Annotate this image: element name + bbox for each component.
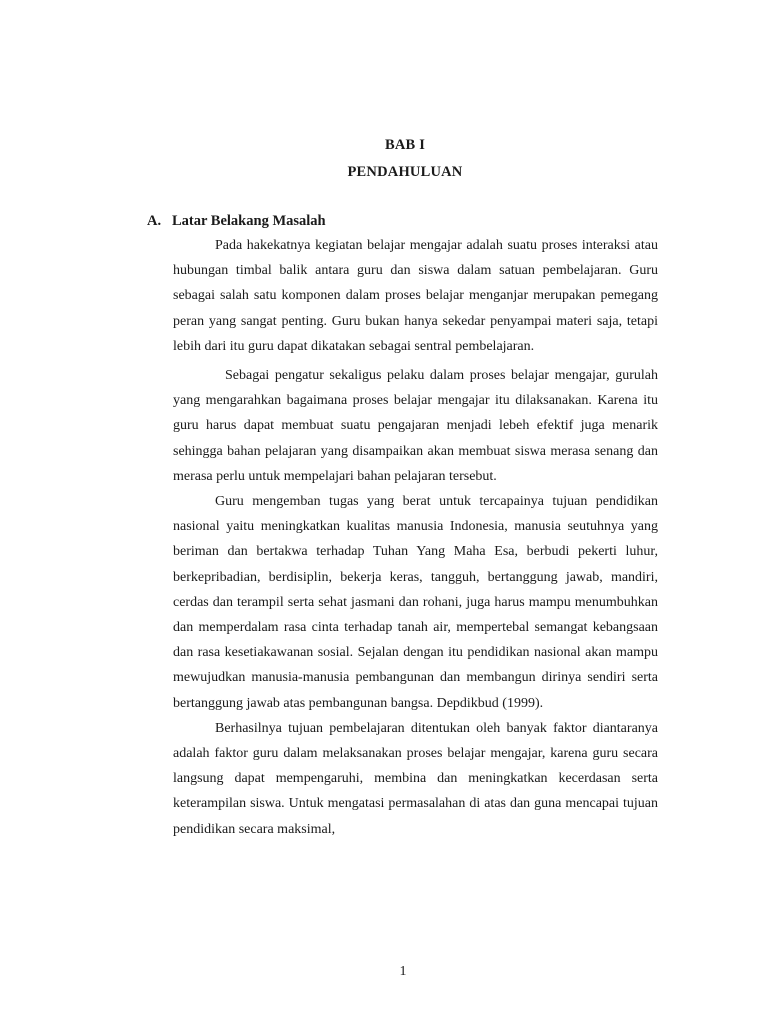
section-title: Latar Belakang Masalah bbox=[172, 213, 326, 229]
paragraph: Sebagai pengatur sekaligus pelaku dalam proses belajar mengajar, gurulah yang mengarahkan bagaimana proses belajar mengajar itu dilaksanakan. Karena itu guru harus dapat membuat suatu pengajaran menjadi lebeh efektif juga menarik sehingga bahan pelajaran yang disampaikan akan membuat siswa merasa senang dan merasa perlu untuk mempelajari bahan pelajaran tersebut. bbox=[173, 368, 658, 484]
page-number: 1 bbox=[399, 964, 407, 979]
section-letter: A. bbox=[147, 213, 162, 229]
paragraph: Guru mengemban tugas yang berat untuk tercapainya tujuan pendidikan nasional yaitu meningkatkan kualitas manusia Indonesia, manusia seutuhnya yang beriman dan bertakwa terhadap Tuhan Yang Maha Esa, berbudi pekerti luhur, berkepribadian, berdisiplin, bekerja keras, tangguh, bertanggung jawab, mandiri, cerdas dan terampil serta sehat jasmani dan rohani, juga harus mampu menumbuhkan dan memperdalam rasa cinta terhadap tanah air, mempertebal semangat kebangsaan dan rasa kesetiakawanan sosial. Sejalan dengan itu pendidikan nasional akan mampu mewujudkan manusia-manusia pembangunan dan membangun dirinya sendiri serta bertanggung jawab atas pembangunan bangsa. Depdikbud (1999). bbox=[173, 494, 658, 711]
paragraph: Pada hakekatnya kegiatan belajar mengajar adalah suatu proses interaksi atau hubungan timbal balik antara guru dan siswa dalam satuan pembelajaran. Guru sebagai salah satu komponen dalam proses belajar menganjar merupakan pemegang peran yang sangat penting. Guru bukan hanya sekedar penyampai materi saja, tetapi lebih dari itu guru dapat dikatakan sebagai sentral pembelajaran. bbox=[173, 238, 658, 354]
body-text bbox=[173, 233, 658, 842]
chapter-title: PENDAHULUAN bbox=[347, 164, 463, 180]
section-heading bbox=[147, 213, 326, 230]
paragraph: Berhasilnya tujuan pembelajaran ditentukan oleh banyak faktor diantaranya adalah faktor guru dalam melaksanakan proses belajar mengajar, karena guru secara langsung dapat mempengaruhi, membina dan meningkatkan kecerdasan serta keterampilan siswa. Untuk mengatasi permasalahan di atas dan guna mencapai tujuan pendidikan secara maksimal, bbox=[173, 720, 658, 837]
chapter-number: BAB I bbox=[384, 137, 426, 153]
